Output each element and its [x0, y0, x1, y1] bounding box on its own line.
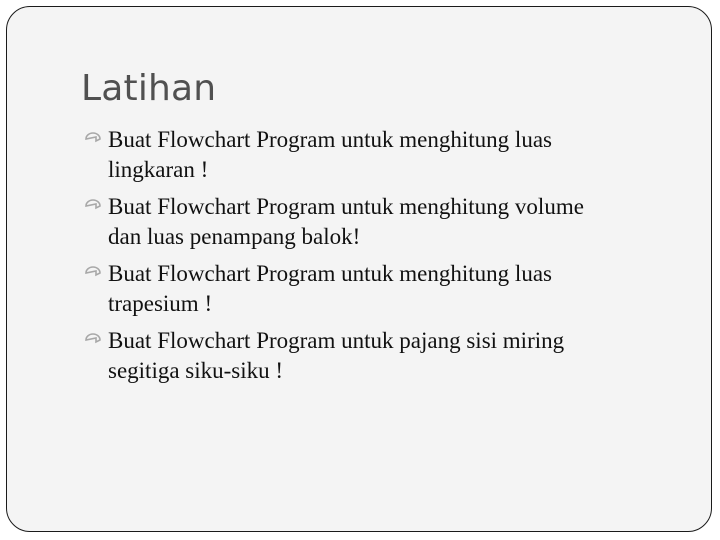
arrow-bullet-icon — [85, 333, 103, 347]
list-item — [85, 259, 665, 319]
bullet-line-1: Buat Flowchart Program untuk menghitung luas — [108, 127, 552, 152]
list-item — [85, 125, 665, 185]
arrow-bullet-icon — [85, 199, 103, 213]
bullet-line-1: Buat Flowchart Program untuk pajang sisi miring — [108, 328, 565, 353]
bullet-line-1: Buat Flowchart Program untuk menghitung volume — [108, 194, 584, 219]
list-item — [85, 326, 665, 386]
bullet-list — [85, 125, 665, 393]
bullet-line-1: Buat Flowchart Program untuk menghitung luas — [108, 261, 552, 286]
arrow-bullet-icon — [85, 132, 103, 146]
bullet-line-2: segitiga siku-siku ! — [108, 358, 284, 383]
slide-title: Latihan — [81, 68, 217, 109]
list-item — [85, 192, 665, 252]
slide — [6, 6, 712, 532]
bullet-line-2: lingkaran ! — [108, 157, 209, 182]
arrow-bullet-icon — [85, 266, 103, 280]
bullet-line-2: trapesium ! — [108, 291, 213, 316]
bullet-line-2: dan luas penampang balok! — [108, 224, 361, 249]
